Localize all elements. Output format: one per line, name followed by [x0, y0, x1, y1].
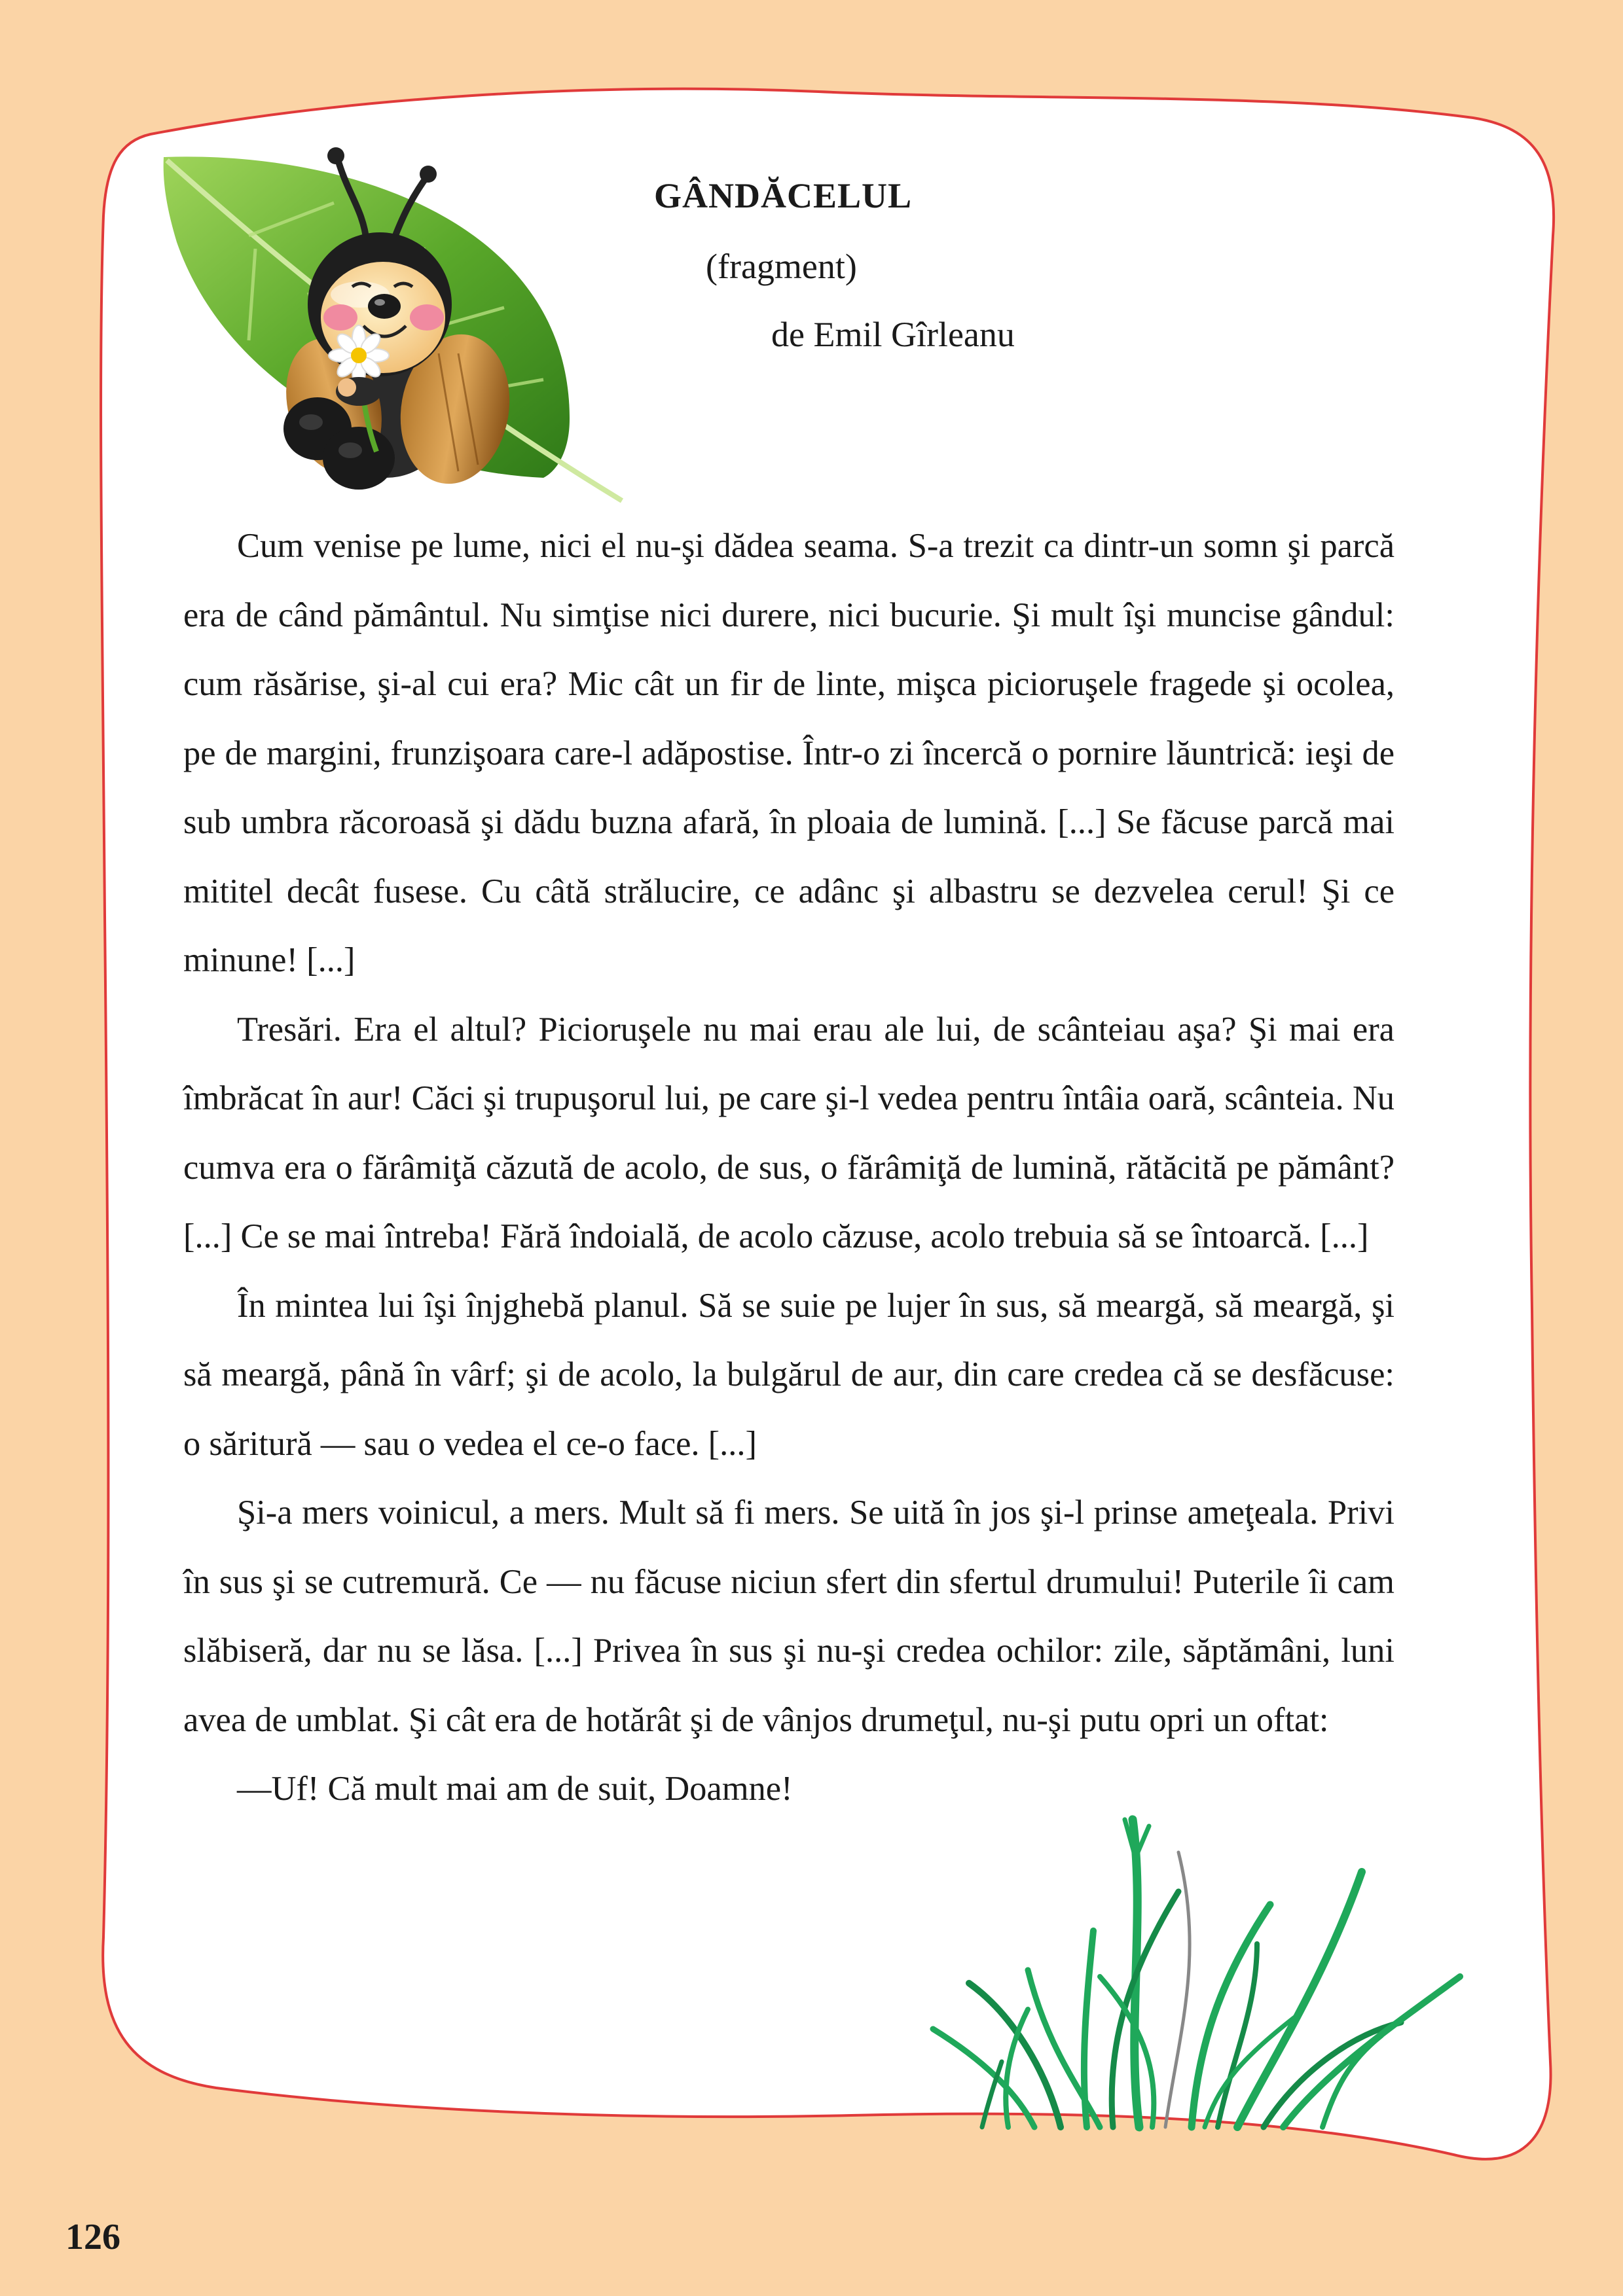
story-paragraph: Şi-a mers voinicul, a mers. Mult să fi mers. Se uită în jos şi-l prinse ameţeala. Privi în sus şi se cutremură. Ce — nu făcuse niciun sfert din sfertul drumului! Puterile îi cam slăbiseră, dar nu se lăsa. [...] Privea în sus şi nu-şi credea ochilor: zile, săptămâni, luni avea de umblat. Şi cât era de hotărât şi de vânjos drumeţul, nu-şi putu opri un oftat:: [183, 1494, 1395, 1739]
page-number: 126: [65, 2217, 120, 2257]
story-paragraph: Tresări. Era el altul? Picioruşele nu mai erau ale lui, de scânteiau aşa? Şi mai era îmbrăcat în aur! Căci şi trupuşorul lui, pe care şi-l vedea pentru întâia oară, scânteia. Nu cumva era o fărâmiţă căzută de acolo, de sus, o fărâmiţă de lumină, rătăcită pe pământ? [...] Ce se mai întreba! Fără îndoială, de acolo căzuse, acolo trebuia să se întoarcă. [...]: [183, 1010, 1395, 1255]
story-title: GÂNDĂCELUL: [654, 176, 913, 215]
grass-icon: [933, 1820, 1460, 2127]
story-subtitle: (fragment): [706, 247, 857, 286]
grass-illustration: [930, 1813, 1467, 2134]
story-paragraph: În mintea lui îşi înjghebă planul. Să se suie pe lujer în sus, să meargă, să meargă, şi să meargă, până în vârf; şi de acolo, la bulgărul de aur, din care credea că se desfăcuse: o săritură — sau o vedea el ce-o face. [...]: [183, 1286, 1395, 1463]
story-body: [183, 512, 1395, 1824]
beetle-on-leaf-illustration: [151, 144, 635, 511]
story-paragraph: —Uf! Că mult mai am de suit, Doamne!: [237, 1770, 793, 1808]
story-author: de Emil Gîrleanu: [771, 315, 1015, 354]
story-paragraph: Cum venise pe lume, nici el nu-şi dădea seama. S-a trezit ca dintr-un somn şi parcă era de când pământul. Nu simţise nici durere, nici bucurie. Şi mult îşi muncise gândul: cum răsărise, şi-al cui era? Mic cât un fir de linte, mişca picioruşele fragede şi ocolea, pe de margini, frunzişoara care-l adăpostise. Într-o zi încercă o pornire lăuntrică: ieşi de sub umbra răcoroasă şi dădu buzna afară, în ploaia de lumină. [...] Se făcuse parcă mai mititel decât fusese. Cu câtă strălucire, ce adânc şi albastru se dezvelea cerul! Şi ce minune! [...]: [183, 527, 1395, 979]
